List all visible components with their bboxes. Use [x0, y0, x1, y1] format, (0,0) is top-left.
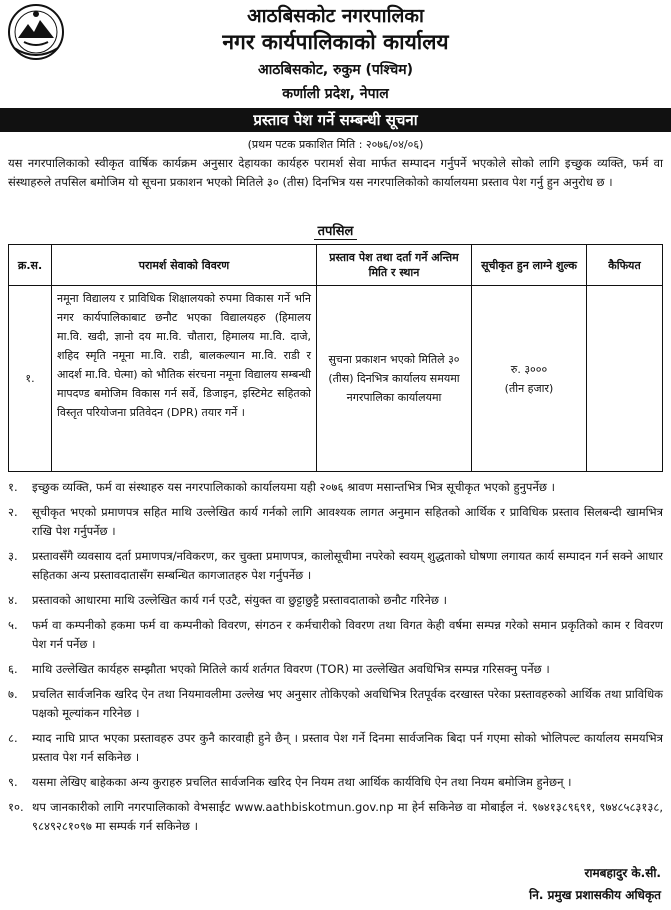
- col-sn-header: क्र.स.: [9, 245, 52, 286]
- municipality-name: आठबिसकोट नगरपालिका: [247, 5, 424, 27]
- col-fee-header: सूचीकृत हुन लाग्ने शुल्क: [472, 245, 587, 286]
- item-text: यसमा लेखिए बाहेकका अन्य कुराहरु प्रचलित सार्वजनिक खरिद ऐन नियम तथा आर्थिक कार्यविधि ऐन तथा नियम बमोजिम हुनेछन् ।: [32, 775, 572, 789]
- list-item: [8, 729, 663, 767]
- col-deadline-header: प्रस्ताव पेश तथा दर्ता गर्ने अन्तिम मिति र स्थान: [317, 245, 472, 286]
- item-text: इच्छुक व्यक्ति, फर्म वा संस्थाहरु यस नगरपालिकाको कार्यालयमा यही २०७६ श्रावण मसान्तभित्र भित्र सूचीकृत भएको हुनुपर्नेछ ।: [32, 480, 555, 494]
- list-item: [8, 660, 663, 679]
- item-text: फर्म वा कम्पनीको हकमा फर्म वा कम्पनीको विवरण, संगठन र कर्मचारीको विवरण तथा विगत केही वर्षमा सम्पन्न गरेको समान प्रकृतिको काम र विवरण पेश गर्न पर्नेछ ।: [32, 618, 663, 651]
- schedule-heading: [0, 221, 671, 239]
- item-number: ३.: [8, 549, 18, 563]
- list-item: [8, 685, 663, 723]
- intro-paragraph: यस नगरपालिकाको स्वीकृत वार्षिक कार्यक्रम अनुसार देहायका कार्यहरु परामर्श सेवा मार्फत सम्पादन गर्नुपर्ने भएकोले सोको लागि इच्छुक व्यक्ति, फर्म वा संस्थाहरुले तपसिल बमोजिम यो सूचना प्रकाशन भएको मितिले ३० (तीस) दिनभित्र यस नगरपालिकोको कार्यालयमा प्रस्ताव पेश गर्नु हुन अनुरोध छ ।: [8, 156, 663, 189]
- row-fee: [472, 286, 587, 472]
- item-text: माथि उल्लेखित कार्यहरु सम्झौता भएको मितिले कार्य शर्तगत विवरण (TOR) मा उल्लेखित अवधिभित्र सम्पन्न गरिसक्नु पर्नेछ ।: [32, 662, 550, 676]
- row-sn: १.: [9, 286, 52, 472]
- item-number: २.: [8, 505, 18, 519]
- province-country: कर्णाली प्रदेश, नेपाल: [282, 86, 389, 102]
- item-number: ७.: [8, 687, 18, 701]
- col-desc-header: परामर्श सेवाको विवरण: [52, 245, 317, 286]
- publication-date: (प्रथम पटक प्रकाशित मिति : २०७६/०४/०६): [247, 138, 424, 151]
- item-number: ८.: [8, 731, 18, 745]
- list-item: [8, 547, 663, 585]
- row-deadline: सुचना प्रकाशन भएको मितिले ३० (तीस) दिनभित्र कार्यालय समयमा नगरपालिका कार्यालयमा: [317, 286, 472, 472]
- row-description: नमूना विद्यालय र प्राविधिक शिक्षालयको रुपमा विकास गर्ने भनि नगर कार्यपालिकाबाट छनौट भएका विद्यालयहरु (हिमालय मा.वि. खदी, ज्ञानो दय मा.वि. चौतारा, हिमालय मा.वि. दाजे, शहिद स्मृति नमूना मा.वि. राडी, बालकल्यान मा.वि. राडी र आदर्श मा.वि. घेत्मा) को भौतिक संरचना नमूना विद्यालय सम्बन्धी मापदण्ड बमोजिम विकास गर्न सर्वे, डिजाइन, इस्टिमेट सहितको विस्तृत परियोजना प्रतिवेदन (DPR) तयार गर्ने ।: [52, 286, 317, 472]
- list-item: [8, 478, 663, 497]
- item-number: १.: [8, 480, 18, 494]
- list-item: [8, 798, 663, 836]
- list-item: [8, 503, 663, 541]
- fee-amount: रु. ३०००: [510, 362, 548, 376]
- list-item: [8, 591, 663, 610]
- item-text: म्याद नाघि प्राप्त भएका प्रस्तावहरु उपर कुनै कारवाही हुने छैन् । प्रस्ताव पेश गर्ने दिनमा सार्वजनिक बिदा पर्न गएमा सोको भोलिपल्ट कार्यालय समयभित्र प्रस्ताव पेश गर्न सकिनेछ ।: [32, 731, 663, 764]
- item-text: प्रचलित सार्वजनिक खरिद ऐन तथा नियमावलीमा उल्लेख भए अनुसार तोकिएको अवधिभित्र रितपूर्वक दरखास्त परेका प्रस्तावहरुको आर्थिक तथा प्राविधिक पक्षको मूल्यांकन गरिनेछ ।: [32, 687, 663, 720]
- conditions-list: [8, 478, 663, 842]
- item-text: सूचीकृत भएको प्रमाणपत्र सहित माथि उल्लेखित कार्य गर्नको लागि आवश्यक लागत अनुमान सहितको आर्थिक र प्राविधिक प्रस्ताव सिलबन्दी खामभित्र राखि पेश गर्नुपर्नेछ ।: [32, 505, 663, 538]
- office-address: आठबिसकोट, रुकुम (पश्चिम): [257, 62, 414, 78]
- signatory-name: रामबहादुर के.सी.: [584, 866, 661, 880]
- office-name: नगर कार्यपालिकाको कार्यालय: [222, 30, 449, 54]
- fee-words: (तीन हजार): [504, 381, 554, 395]
- item-number: ९.: [8, 775, 18, 789]
- item-text: प्रस्तावको आधारमा माथि उल्लेखित कार्य गर्न एउटै, संयुक्त वा छुट्टाछुट्टै प्रस्तावदाताको छनौट गरिनेछ ।: [32, 593, 447, 607]
- item-number: ४.: [8, 593, 18, 607]
- item-text: प्रस्तावसँगै व्यवसाय दर्ता प्रमाणपत्र/नविकरण, कर चुक्ता प्रमाणपत्र, कालोसूचीमा नपरेको स्वयम् शुद्धताको घोषणा लगायत कार्य सम्पादन गर्न सक्ने आधार सहितका अन्य प्रस्तावदातासँग सम्बन्धित कागजातहरु पेश गर्नुपर्नेछ ।: [32, 549, 663, 582]
- item-number: ५.: [8, 618, 18, 632]
- item-number: ६.: [8, 662, 18, 676]
- table-header-row: [9, 245, 663, 286]
- list-item: [8, 773, 663, 792]
- signatory-title: नि. प्रमुख प्रशासकीय अधिकृत: [529, 888, 661, 902]
- notice-title: प्रस्ताव पेश गर्ने सम्बन्धी सूचना: [0, 108, 671, 132]
- list-item: [8, 616, 663, 654]
- item-text: थप जानकारीको लागि नगरपालिकाको वेभसाईट www.aathbiskotmun.gov.np मा हेर्न सकिनेछ वा मोबाईल नं. ९७४१३८९६९१, ९७४८५८३१३८, ९८४९२८१०९७ मा सम्पर्क गर्न सकिनेछ ।: [32, 800, 663, 833]
- schedule-heading-text: तपसिल: [314, 224, 358, 240]
- letterhead: [0, 0, 671, 106]
- item-number: १०.: [8, 800, 24, 814]
- col-remarks-header: कैफियत: [587, 245, 663, 286]
- table-row: [9, 286, 663, 472]
- schedule-table: [8, 244, 663, 472]
- row-remarks: [587, 286, 663, 472]
